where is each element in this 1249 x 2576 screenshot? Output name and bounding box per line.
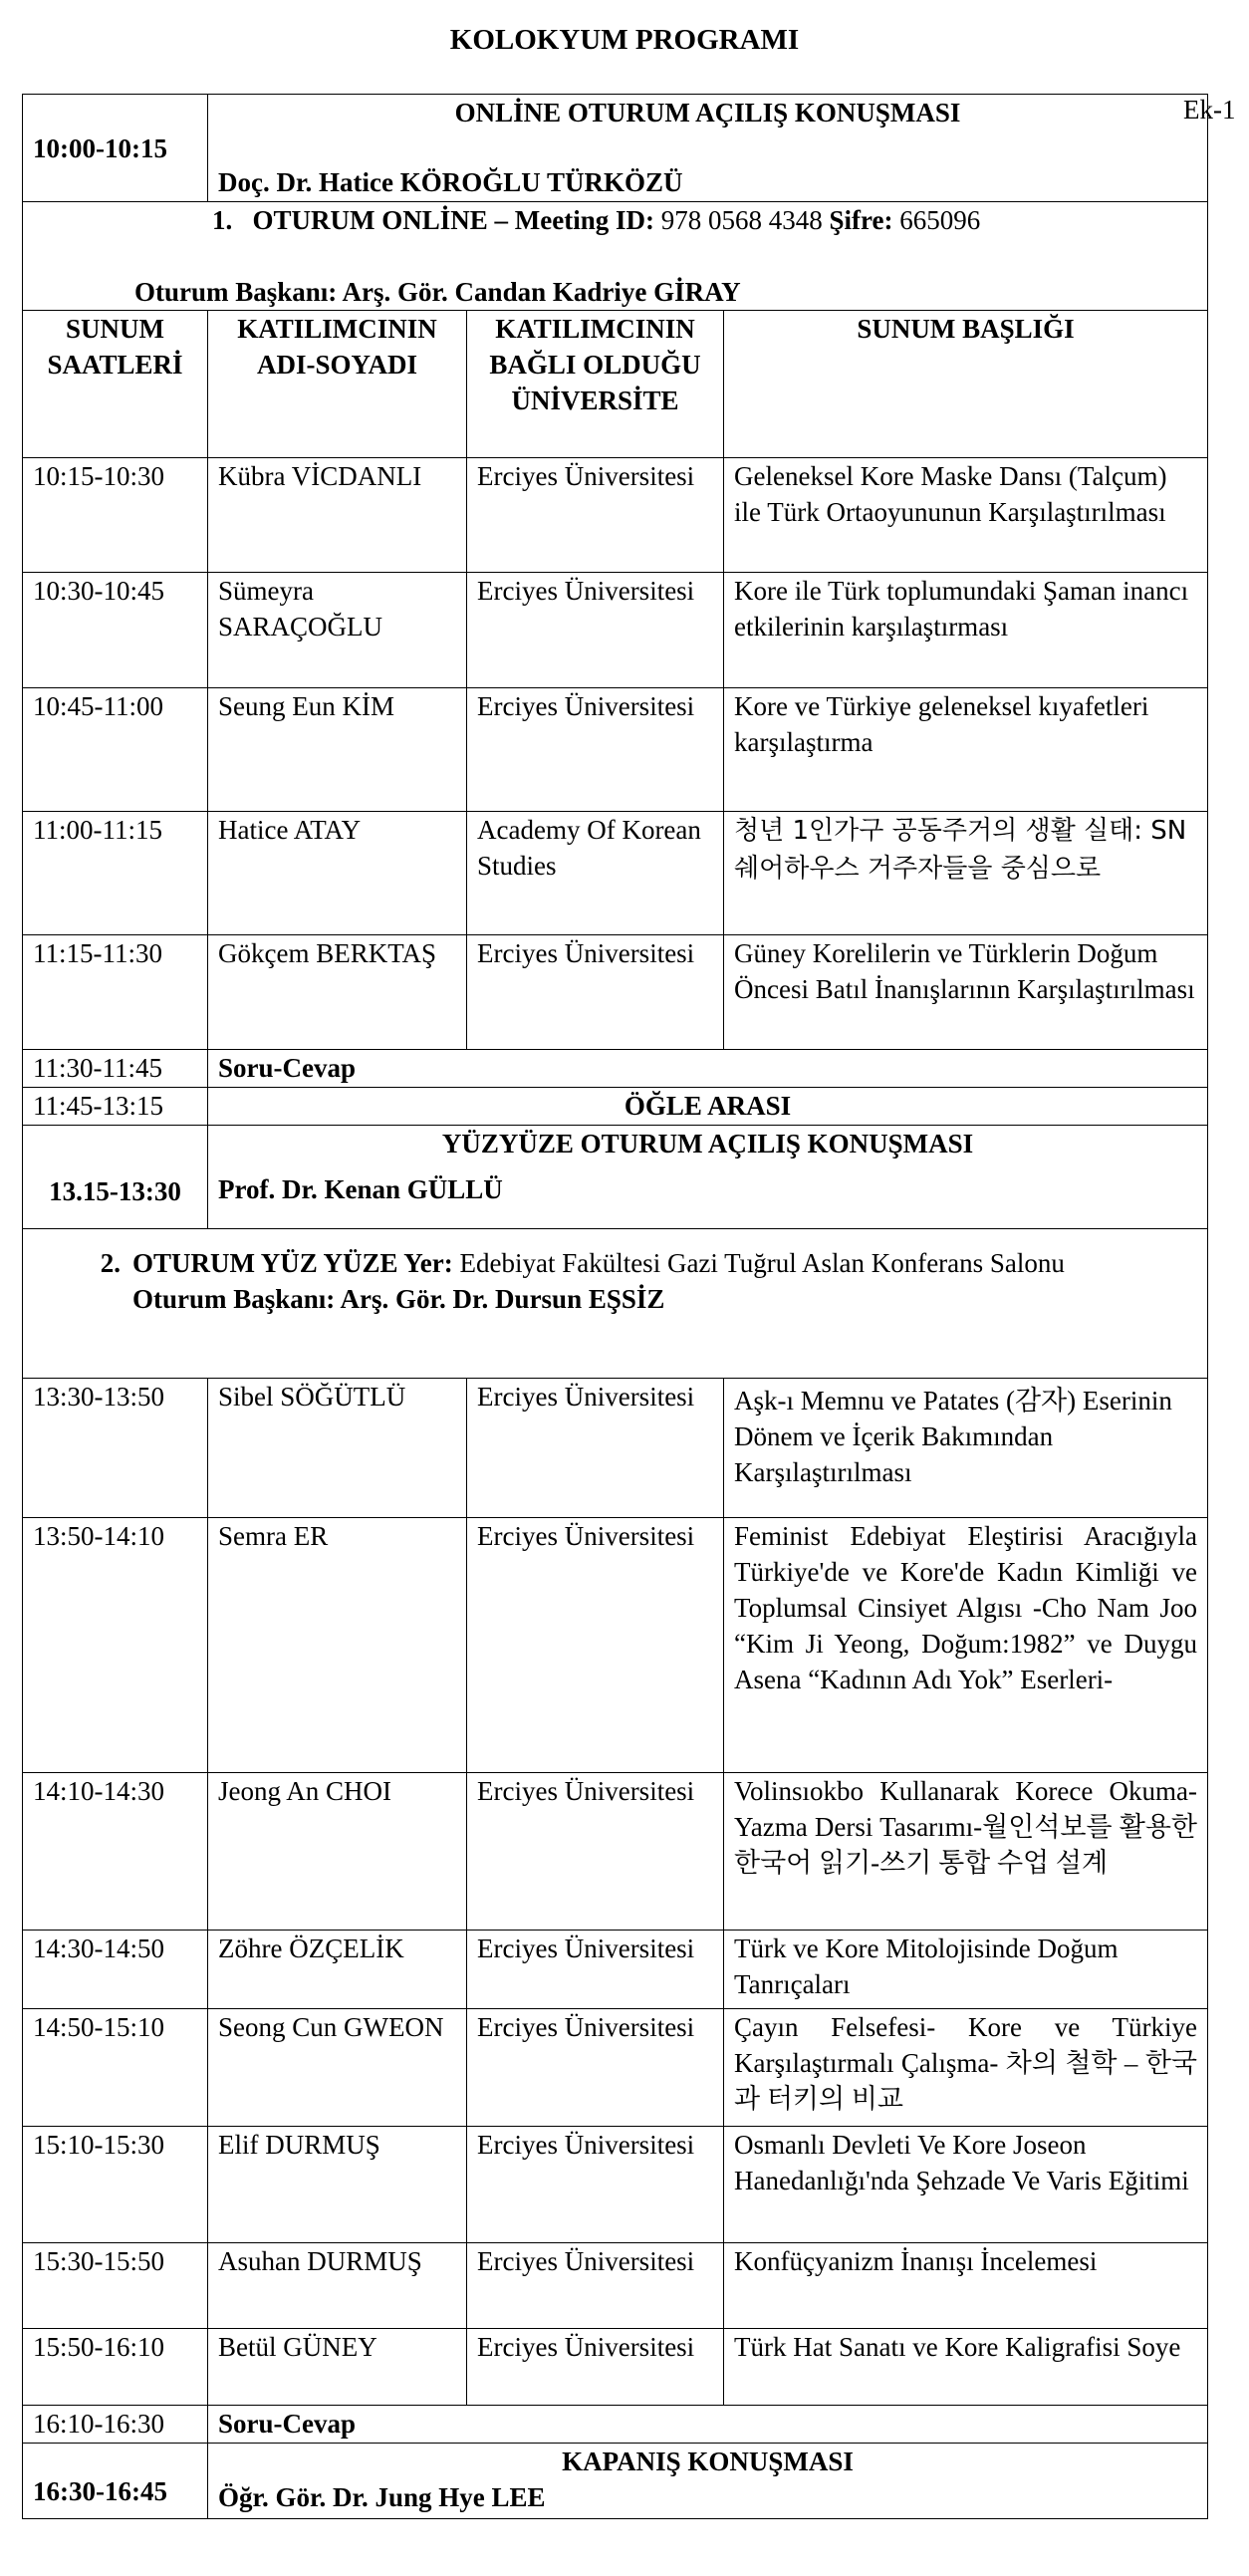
row-university: Erciyes Üniversitesi [467,2243,724,2329]
session1-title-text: OTURUM ONLİNE – Meeting ID: [252,205,654,235]
row-title: 청년 1인가구 공동주거의 생활 실태: SN 쉐어하우스 거주자들을 중심으로 [724,812,1208,935]
session1-chair: Oturum Başkanı: Arş. Gör. Candan Kadriye GİRAY [134,277,741,307]
row-name: Jeong An CHOI [208,1773,467,1931]
row-title: Kore ile Türk toplumundaki Şaman inancı etkilerinin karşılaştırması [724,573,1208,688]
qa2-time: 16:10-16:30 [23,2406,208,2444]
row-university: Erciyes Üniversitesi [467,1931,724,2009]
closing-time: 16:30-16:45 [23,2444,208,2519]
opening-cell [208,95,1208,202]
row-time: 14:50-15:10 [23,2009,208,2127]
row-title: Konfüçyanizm İnanışı İncelemesi [724,2243,1208,2329]
row-name: Sibel SÖĞÜTLÜ [208,1379,467,1518]
row-time: 10:45-11:00 [23,688,208,812]
lunch-label: ÖĞLE ARASI [208,1088,1208,1126]
closing-heading: KAPANIŞ KONUŞMASI [562,2447,854,2476]
row-time: 15:10-15:30 [23,2127,208,2243]
closing-row [23,2444,1208,2519]
opening2-speaker: Prof. Dr. Kenan GÜLLÜ [218,1174,503,1204]
table-row [23,1379,1208,1518]
header-title: SUNUM BAŞLIĞI [724,311,1208,458]
row-title: Güney Korelilerin ve Türklerin Doğum Öncesi Batıl İnanışlarının Karşılaştırılması [724,935,1208,1050]
session1-number: 1. [212,205,233,235]
table-row [23,458,1208,573]
opening2-row [23,1126,1208,1229]
opening-heading: ONLİNE OTURUM AÇILIŞ KONUŞMASI [454,98,961,128]
row-university: Erciyes Üniversitesi [467,1518,724,1773]
row-name: Zöhre ÖZÇELİK [208,1931,467,2009]
row-title: Osmanlı Devleti Ve Kore Joseon Hanedanlığı'nda Şehzade Ve Varis Eğitimi [724,2127,1208,2243]
session2-location: Edebiyat Fakültesi Gazi Tuğrul Aslan Konferans Salonu [459,1248,1065,1278]
table-row [23,1773,1208,1931]
qa2-label: Soru-Cevap [208,2406,1208,2444]
annex-label: Ek-1 [1183,95,1236,125]
row-university: Erciyes Üniversitesi [467,573,724,688]
table-row [23,1931,1208,2009]
row-name: Sümeyra SARAÇOĞLU [208,573,467,688]
table-header-row [23,311,1208,458]
header-name: KATILIMCININ ADI-SOYADI [208,311,467,458]
row-time: 15:30-15:50 [23,2243,208,2329]
session2-title-text: OTURUM YÜZ YÜZE Yer: [132,1248,453,1278]
table-row [23,573,1208,688]
session2-number: 2. [100,1248,121,1278]
session1-password: 665096 [899,205,981,235]
row-title: Çayın Felsefesi- Kore ve Türkiye Karşılaştırmalı Çalışma- 차의 철학 – 한국과 터키의 비교 [724,2009,1208,2127]
row-name: Elif DURMUŞ [208,2127,467,2243]
session1-password-label: Şifre: [829,205,893,235]
closing-cell [208,2444,1208,2519]
session2-heading-cell [23,1229,1208,1379]
row-time: 15:50-16:10 [23,2329,208,2406]
document-title: KOLOKYUM PROGRAMI [449,24,800,56]
row-title: Volinsıokbo Kullanarak Korece Okuma-Yazma Dersi Tasarımı-월인석보를 활용한 한국어 읽기-쓰기 통합 수업 설계 [724,1773,1208,1931]
header-university: KATILIMCININ BAĞLI OLDUĞU ÜNİVERSİTE [467,311,724,458]
row-title: Kore ve Türkiye geleneksel kıyafetleri karşılaştırma [724,688,1208,812]
table-row [23,812,1208,935]
row-title: Türk ve Kore Mitolojisinde Doğum Tanrıçaları [724,1931,1208,2009]
row-university: Erciyes Üniversitesi [467,1379,724,1518]
lunch-row [23,1088,1208,1126]
table-row [23,935,1208,1050]
row-time: 10:15-10:30 [23,458,208,573]
row-university: Erciyes Üniversitesi [467,2127,724,2243]
row-time: 10:30-10:45 [23,573,208,688]
row-time: 13:30-13:50 [23,1379,208,1518]
table-row [23,2009,1208,2127]
opening-speaker: Doç. Dr. Hatice KÖROĞLU TÜRKÖZÜ [218,167,683,197]
row-university: Erciyes Üniversitesi [467,1773,724,1931]
row-time: 11:00-11:15 [23,812,208,935]
lunch-time: 11:45-13:15 [23,1088,208,1126]
session1-title [212,202,1197,238]
row-name: Kübra VİCDANLI [208,458,467,573]
opening2-time: 13.15-13:30 [23,1126,208,1229]
table-row [23,2329,1208,2406]
row-name: Seung Eun KİM [208,688,467,812]
qa1-label: Soru-Cevap [208,1050,1208,1088]
table-row [23,1518,1208,1773]
program-table [22,94,1208,2519]
row-name: Hatice ATAY [208,812,467,935]
opening2-cell [208,1126,1208,1229]
closing-speaker: Öğr. Gör. Dr. Jung Hye LEE [218,2482,546,2512]
opening-row [23,95,1208,202]
session1-heading-cell [23,202,1208,311]
opening-time: 10:00-10:15 [23,95,208,202]
session2-title [73,1245,1197,1281]
row-time: 14:10-14:30 [23,1773,208,1931]
row-time: 11:15-11:30 [23,935,208,1050]
row-title: Geleneksel Kore Maske Dansı (Talçum) ile Türk Ortaoyununun Karşılaştırılması [724,458,1208,573]
row-time: 13:50-14:10 [23,1518,208,1773]
qa1-row [23,1050,1208,1088]
row-university: Erciyes Üniversitesi [467,935,724,1050]
table-row [23,2243,1208,2329]
row-name: Seong Cun GWEON [208,2009,467,2127]
qa1-time: 11:30-11:45 [23,1050,208,1088]
row-title: Türk Hat Sanatı ve Kore Kaligrafisi Soye [724,2329,1208,2406]
session1-meeting-id: 978 0568 4348 [660,205,823,235]
row-name: Asuhan DURMUŞ [208,2243,467,2329]
row-university: Erciyes Üniversitesi [467,458,724,573]
row-title: Feminist Edebiyat Eleştirisi Aracığıyla Türkiye'de ve Kore'de Kadın Kimliği ve Toplumsal Cinsiyet Algısı -Cho Nam Joo “Kim Ji Yeong, Doğum:1982” ve Duygu Asena “Kadının Adı Yok” Eserleri- [724,1518,1208,1773]
table-row [23,688,1208,812]
opening2-heading: YÜZYÜZE OTURUM AÇILIŞ KONUŞMASI [441,1129,974,1159]
qa2-row [23,2406,1208,2444]
header-time: SUNUM SAATLERİ [23,311,208,458]
row-title: Aşk-ı Memnu ve Patates (감자) Eserinin Dönem ve İçerik Bakımından Karşılaştırılması [724,1379,1208,1518]
row-name: Betül GÜNEY [208,2329,467,2406]
table-row [23,2127,1208,2243]
row-university: Erciyes Üniversitesi [467,2009,724,2127]
session2-title-wrap [132,1245,1065,1281]
row-name: Semra ER [208,1518,467,1773]
row-name: Gökçem BERKTAŞ [208,935,467,1050]
session1-heading-row [23,202,1208,311]
session2-heading-row [23,1229,1208,1379]
session2-chair: Oturum Başkanı: Arş. Gör. Dr. Dursun EŞSİZ [132,1284,665,1314]
row-university: Erciyes Üniversitesi [467,688,724,812]
row-university: Academy Of Korean Studies [467,812,724,935]
row-time: 14:30-14:50 [23,1931,208,2009]
row-university: Erciyes Üniversitesi [467,2329,724,2406]
